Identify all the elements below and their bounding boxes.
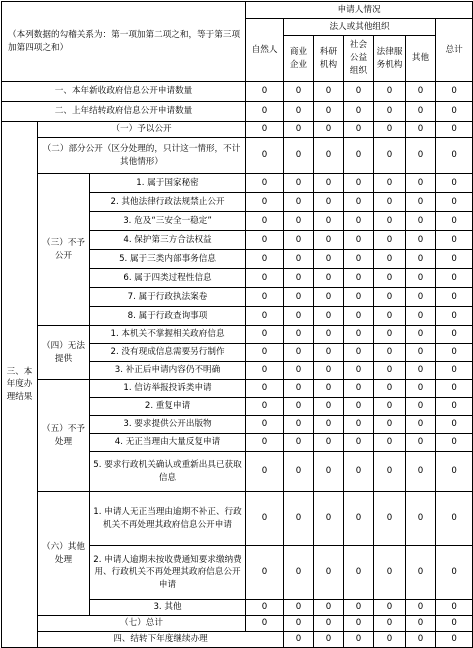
- cell-value: 0: [436, 193, 473, 212]
- cell-value: 0: [374, 138, 406, 174]
- cell-value: 0: [344, 416, 374, 434]
- cell-value: 0: [436, 82, 473, 102]
- cell-value: 0: [436, 307, 473, 326]
- cell-value: 0: [344, 193, 374, 212]
- row-label-sub-item: 2. 重复申请: [90, 398, 246, 416]
- cell-value: 0: [246, 434, 284, 452]
- row-label-sub-item: 1. 申请人无正当理由逾期不补正、行政机关不再处理其政府信息公开申请: [90, 492, 246, 546]
- cell-value: 0: [314, 326, 344, 344]
- group-label-not-open: （三）不予公开: [38, 174, 90, 326]
- cell-value: 0: [406, 250, 436, 269]
- cell-value: 0: [314, 600, 344, 616]
- cell-value: 0: [406, 193, 436, 212]
- cell-value: 0: [246, 616, 284, 632]
- cell-value: 0: [314, 546, 344, 600]
- column-header-commercial: 商业企业: [284, 36, 314, 82]
- row-label-sub-item: 5. 属于三类内部事务信息: [90, 250, 246, 269]
- cell-value: 0: [406, 231, 436, 250]
- cell-value: 0: [406, 600, 436, 616]
- group-label-other-processing: （六）其他处理: [38, 492, 90, 616]
- cell-value: 0: [344, 398, 374, 416]
- cell-value: 0: [314, 231, 344, 250]
- column-header-legal-services: 法律服务机构: [374, 36, 406, 82]
- cell-value: 0: [344, 231, 374, 250]
- cell-value: 0: [246, 398, 284, 416]
- cell-value: 0: [314, 122, 344, 138]
- cell-value: 0: [374, 326, 406, 344]
- cell-value: 0: [284, 212, 314, 231]
- row-label-sub-item: 1. 信访举报投诉类申请: [90, 380, 246, 398]
- cell-value: 0: [284, 600, 314, 616]
- cell-value: 0: [246, 288, 284, 307]
- cell-value: 0: [314, 288, 344, 307]
- cell-value: 0: [344, 326, 374, 344]
- cell-value: 0: [314, 212, 344, 231]
- cell-value: 0: [284, 174, 314, 193]
- cell-value: 0: [284, 452, 314, 492]
- cell-value: 0: [246, 250, 284, 269]
- cell-value: 0: [314, 416, 344, 434]
- cell-value: 0: [406, 82, 436, 102]
- cell-value: 0: [344, 616, 374, 632]
- cell-value: 0: [246, 546, 284, 600]
- cell-value: 0: [284, 288, 314, 307]
- cell-value: 0: [246, 344, 284, 362]
- cell-value: 0: [246, 231, 284, 250]
- cell-value: 0: [374, 546, 406, 600]
- cell-value: 0: [406, 288, 436, 307]
- row-label-disclosed: （一）予以公开: [38, 122, 246, 138]
- cell-value: 0: [406, 122, 436, 138]
- cell-value: 0: [374, 122, 406, 138]
- cell-value: 0: [246, 307, 284, 326]
- cell-value: 0: [284, 138, 314, 174]
- cell-value: 0: [246, 82, 284, 102]
- cell-value: 0: [436, 102, 473, 122]
- group-label-cannot-provide: （四）无法提供: [38, 326, 90, 380]
- row-label-new-requests: 一、本年新收政府信息公开申请数量: [2, 82, 246, 102]
- cell-value: 0: [436, 452, 473, 492]
- cell-value: 0: [406, 452, 436, 492]
- cell-value: 0: [374, 380, 406, 398]
- cell-value: 0: [406, 434, 436, 452]
- row-label-partially-disclosed: （二）部分公开（区分处理的，只计这一情形，不计其他情形）: [38, 138, 246, 174]
- cell-value: 0: [284, 434, 314, 452]
- header-note: （本列数据的勾稽关系为：第一项加第二项之和，等于第三项加第四项之和）: [2, 2, 246, 82]
- cell-value: 0: [374, 307, 406, 326]
- cell-value: 0: [344, 138, 374, 174]
- cell-value: 0: [436, 174, 473, 193]
- cell-value: 0: [284, 269, 314, 288]
- cell-value: 0: [436, 269, 473, 288]
- cell-value: 0: [374, 344, 406, 362]
- cell-value: 0: [344, 288, 374, 307]
- cell-value: 0: [284, 231, 314, 250]
- cell-value: 0: [436, 616, 473, 632]
- cell-value: 0: [436, 546, 473, 600]
- column-header-natural-person: 自然人: [246, 19, 284, 82]
- cell-value: 0: [374, 398, 406, 416]
- cell-value: 0: [284, 102, 314, 122]
- cell-value: 0: [436, 231, 473, 250]
- cell-value: 0: [344, 546, 374, 600]
- cell-value: 0: [246, 416, 284, 434]
- section-three-label: 三、本年度办理结果: [2, 122, 38, 648]
- cell-value: 0: [374, 616, 406, 632]
- cell-value: 0: [246, 212, 284, 231]
- cell-value: 0: [436, 288, 473, 307]
- cell-value: 0: [436, 212, 473, 231]
- cell-value: 0: [436, 138, 473, 174]
- cell-value: 0: [344, 380, 374, 398]
- cell-value: 0: [374, 452, 406, 492]
- row-label-sub-item: 8. 属于行政查询事项: [90, 307, 246, 326]
- cell-value: 0: [374, 231, 406, 250]
- government-info-disclosure-table: [1, 1, 473, 648]
- header-applicant-info: 申请人情况: [246, 2, 473, 19]
- cell-value: 0: [284, 362, 314, 380]
- column-header-other: 其他: [406, 36, 436, 82]
- cell-value: 0: [344, 122, 374, 138]
- cell-value: 0: [344, 174, 374, 193]
- cell-value: 0: [436, 122, 473, 138]
- row-label-sub-item: 6. 属于四类过程性信息: [90, 269, 246, 288]
- cell-value: 0: [436, 326, 473, 344]
- cell-value: 0: [406, 492, 436, 546]
- row-label-sub-item: 3. 补正后申请内容仍不明确: [90, 362, 246, 380]
- cell-value: 0: [284, 307, 314, 326]
- cell-value: 0: [344, 269, 374, 288]
- cell-value: 0: [344, 600, 374, 616]
- cell-value: 0: [314, 434, 344, 452]
- cell-value: 0: [406, 269, 436, 288]
- cell-value: 0: [406, 102, 436, 122]
- cell-value: 0: [406, 307, 436, 326]
- cell-value: 0: [246, 174, 284, 193]
- cell-value: 0: [284, 632, 314, 648]
- row-label-sub-item: 3. 危及“三安全一稳定”: [90, 212, 246, 231]
- cell-value: 0: [284, 380, 314, 398]
- cell-value: 0: [284, 416, 314, 434]
- cell-value: 0: [314, 138, 344, 174]
- cell-value: 0: [406, 138, 436, 174]
- cell-value: 0: [246, 122, 284, 138]
- cell-value: 0: [374, 416, 406, 434]
- cell-value: 0: [406, 326, 436, 344]
- cell-value: 0: [436, 398, 473, 416]
- cell-value: 0: [344, 632, 374, 648]
- cell-value: 0: [406, 616, 436, 632]
- cell-value: 0: [374, 600, 406, 616]
- cell-value: 0: [374, 288, 406, 307]
- row-label-sub-item: 1. 属于国家秘密: [90, 174, 246, 193]
- cell-value: 0: [314, 492, 344, 546]
- cell-value: 0: [284, 344, 314, 362]
- column-header-total: 总计: [436, 19, 473, 82]
- cell-value: 0: [314, 616, 344, 632]
- row-label-sub-item: 2. 其他法律行政法规禁止公开: [90, 193, 246, 212]
- cell-value: 0: [436, 362, 473, 380]
- cell-value: 0: [314, 344, 344, 362]
- cell-value: 0: [406, 398, 436, 416]
- cell-value: 0: [406, 380, 436, 398]
- cell-value: 0: [406, 416, 436, 434]
- cell-value: 0: [246, 138, 284, 174]
- row-label-total: （七）总计: [38, 616, 246, 632]
- cell-value: 0: [344, 82, 374, 102]
- cell-value: 0: [314, 380, 344, 398]
- cell-value: 0: [284, 193, 314, 212]
- cell-value: 0: [284, 122, 314, 138]
- cell-value: 0: [344, 452, 374, 492]
- cell-value: 0: [436, 492, 473, 546]
- cell-value: 0: [246, 380, 284, 398]
- cell-value: 0: [436, 250, 473, 269]
- cell-value: 0: [246, 102, 284, 122]
- cell-value: 0: [344, 344, 374, 362]
- cell-value: 0: [314, 452, 344, 492]
- row-label-sub-item: 5. 要求行政机关确认或重新出具已获取信息: [90, 452, 246, 492]
- cell-value: 0: [284, 250, 314, 269]
- row-label-carry-forward: 四、结转下年度继续办理: [38, 632, 284, 648]
- row-label-sub-item: 2. 没有现成信息需要另行制作: [90, 344, 246, 362]
- cell-value: 0: [374, 250, 406, 269]
- cell-value: 0: [246, 600, 284, 616]
- cell-value: 0: [314, 250, 344, 269]
- cell-value: 0: [374, 434, 406, 452]
- cell-value: 0: [374, 102, 406, 122]
- cell-value: 0: [344, 362, 374, 380]
- cell-value: 0: [284, 492, 314, 546]
- cell-value: 0: [344, 102, 374, 122]
- header-legal-entity-group: 法人或其他组织: [284, 19, 436, 36]
- cell-value: 0: [374, 632, 406, 648]
- cell-value: 0: [314, 193, 344, 212]
- cell-value: 0: [314, 307, 344, 326]
- cell-value: 0: [314, 362, 344, 380]
- row-label-sub-item: 7. 属于行政执法案卷: [90, 288, 246, 307]
- cell-value: 0: [374, 362, 406, 380]
- cell-value: 0: [246, 452, 284, 492]
- cell-value: 0: [436, 380, 473, 398]
- cell-value: 0: [374, 212, 406, 231]
- cell-value: 0: [284, 546, 314, 600]
- row-label-carried-over: 二、上年结转政府信息公开申请数量: [2, 102, 246, 122]
- cell-value: 0: [344, 434, 374, 452]
- row-label-sub-item: 4. 保护第三方合法权益: [90, 231, 246, 250]
- row-label-sub-item: 3. 要求提供公开出版物: [90, 416, 246, 434]
- cell-value: 0: [436, 632, 473, 648]
- cell-value: 0: [246, 326, 284, 344]
- cell-value: 0: [314, 102, 344, 122]
- cell-value: 0: [344, 250, 374, 269]
- cell-value: 0: [284, 326, 314, 344]
- cell-value: 0: [246, 269, 284, 288]
- row-label-sub-item: 1. 本机关不掌握相关政府信息: [90, 326, 246, 344]
- cell-value: 0: [374, 269, 406, 288]
- cell-value: 0: [436, 344, 473, 362]
- cell-value: 0: [246, 492, 284, 546]
- cell-value: 0: [406, 344, 436, 362]
- cell-value: 0: [344, 492, 374, 546]
- cell-value: 0: [436, 600, 473, 616]
- cell-value: 0: [374, 174, 406, 193]
- row-label-sub-item: 2. 申请人逾期未按收费通知要求缴纳费用、行政机关不再处理其政府信息公开申请: [90, 546, 246, 600]
- cell-value: 0: [314, 632, 344, 648]
- cell-value: 0: [314, 174, 344, 193]
- cell-value: 0: [436, 434, 473, 452]
- group-label-not-processed: （五）不予处理: [38, 380, 90, 492]
- cell-value: 0: [406, 546, 436, 600]
- cell-value: 0: [406, 632, 436, 648]
- cell-value: 0: [406, 212, 436, 231]
- cell-value: 0: [284, 616, 314, 632]
- cell-value: 0: [374, 193, 406, 212]
- cell-value: 0: [374, 492, 406, 546]
- cell-value: 0: [436, 416, 473, 434]
- row-label-sub-item: 4. 无正当理由大量反复申请: [90, 434, 246, 452]
- cell-value: 0: [314, 82, 344, 102]
- cell-value: 0: [314, 398, 344, 416]
- cell-value: 0: [284, 398, 314, 416]
- cell-value: 0: [344, 307, 374, 326]
- row-label-sub-item: 3. 其他: [90, 600, 246, 616]
- cell-value: 0: [314, 269, 344, 288]
- cell-value: 0: [246, 362, 284, 380]
- cell-value: 0: [246, 193, 284, 212]
- cell-value: 0: [406, 174, 436, 193]
- cell-value: 0: [406, 362, 436, 380]
- cell-value: 0: [344, 212, 374, 231]
- column-header-research: 科研机构: [314, 36, 344, 82]
- cell-value: 0: [284, 82, 314, 102]
- cell-value: 0: [374, 82, 406, 102]
- column-header-public-welfare: 社会公益组织: [344, 36, 374, 82]
